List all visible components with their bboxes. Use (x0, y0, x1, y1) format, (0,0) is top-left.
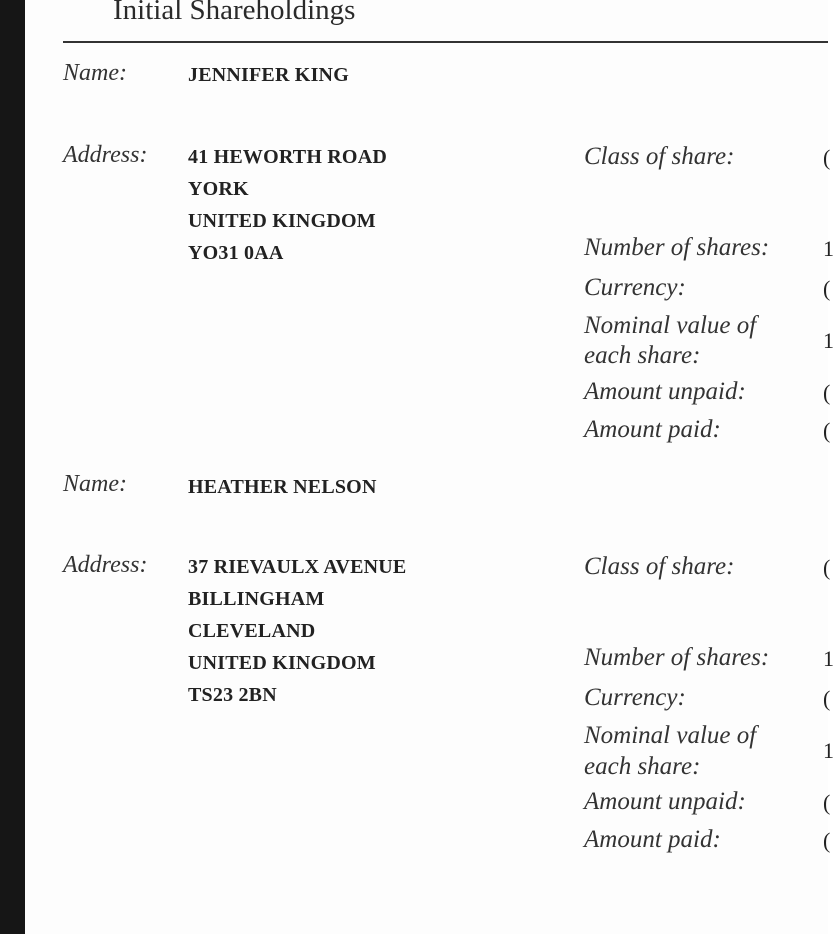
shareholder-name: HEATHER NELSON (188, 476, 377, 498)
currency-value: ( (823, 686, 831, 711)
address-line: BILLINGHAM (188, 588, 325, 610)
amount-paid-label: Amount paid: (584, 416, 721, 443)
amount-unpaid-label: Amount unpaid: (584, 378, 746, 405)
amount-unpaid-value: ( (823, 380, 831, 405)
address-label: Address: (63, 552, 148, 578)
address-line: 41 HEWORTH ROAD (188, 146, 387, 168)
address-line: TS23 2BN (188, 684, 277, 706)
number-of-shares-label: Number of shares: (584, 644, 770, 671)
class-of-share-label: Class of share: (584, 553, 735, 580)
class-of-share-value: ( (823, 145, 831, 170)
left-dark-border (0, 0, 25, 934)
number-of-shares-value: 1 (823, 236, 834, 261)
shareholder-name: JENNIFER KING (188, 64, 349, 86)
address-line: YORK (188, 178, 249, 200)
currency-value: ( (823, 276, 831, 301)
class-of-share-label: Class of share: (584, 143, 735, 170)
amount-paid-value: ( (823, 828, 831, 853)
amount-unpaid-label: Amount unpaid: (584, 788, 746, 815)
nominal-value-label-line1: Nominal value of (584, 312, 757, 339)
name-label: Name: (63, 471, 127, 497)
currency-label: Currency: (584, 684, 686, 711)
page-title: Initial Shareholdings (113, 0, 356, 26)
amount-paid-label: Amount paid: (584, 826, 721, 853)
name-label: Name: (63, 60, 127, 86)
nominal-value-value: 1 (823, 738, 834, 763)
address-label: Address: (63, 142, 148, 168)
nominal-value-label-line2: each share: (584, 753, 701, 780)
currency-label: Currency: (584, 274, 686, 301)
amount-paid-value: ( (823, 418, 831, 443)
amount-unpaid-value: ( (823, 790, 831, 815)
address-line: CLEVELAND (188, 620, 316, 642)
class-of-share-value: ( (823, 555, 831, 580)
nominal-value-label-line1: Nominal value of (584, 722, 757, 749)
nominal-value-label-line2: each share: (584, 342, 701, 369)
address-line: UNITED KINGDOM (188, 210, 376, 232)
address-line: UNITED KINGDOM (188, 652, 376, 674)
address-line: 37 RIEVAULX AVENUE (188, 556, 407, 578)
number-of-shares-value: 1 (823, 646, 834, 671)
nominal-value-value: 1 (823, 328, 834, 353)
document-page (25, 0, 834, 934)
number-of-shares-label: Number of shares: (584, 234, 770, 261)
title-divider (63, 41, 828, 43)
address-line: YO31 0AA (188, 242, 284, 264)
